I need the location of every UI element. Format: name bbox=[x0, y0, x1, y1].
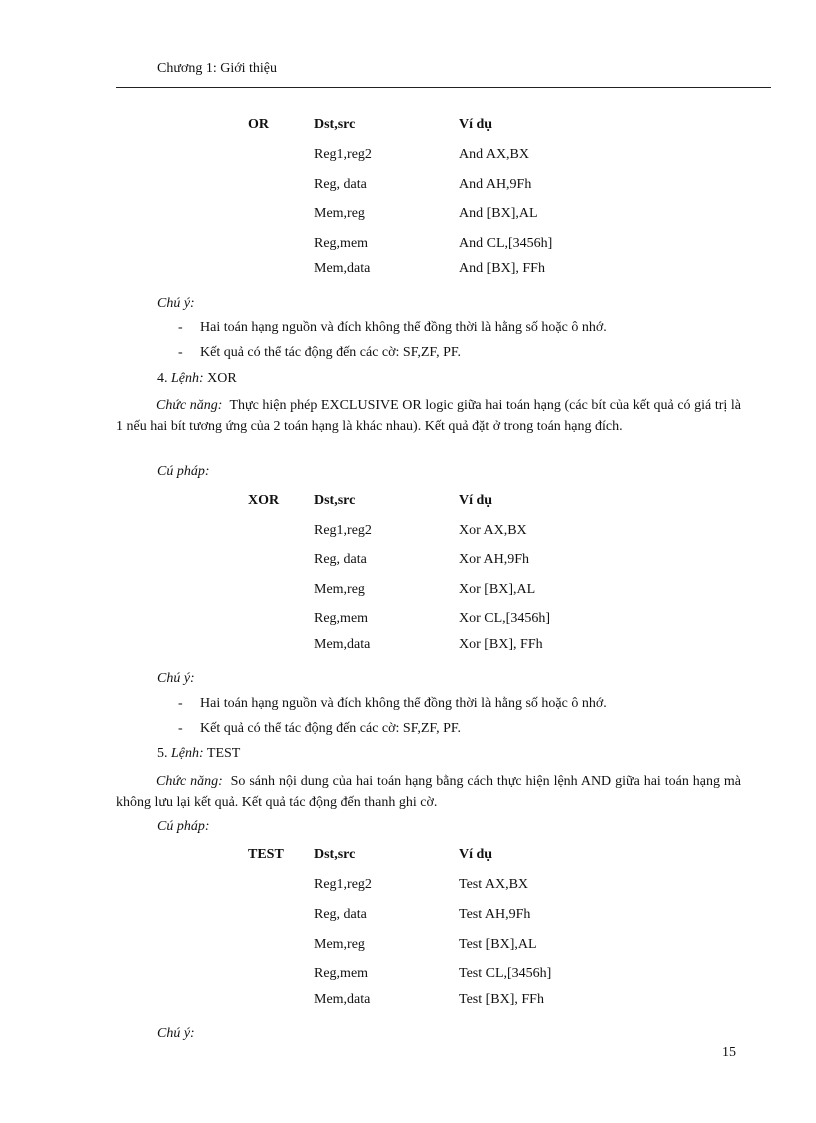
test-description bbox=[116, 771, 741, 813]
chuc-nang-label: Chức năng: bbox=[156, 774, 223, 789]
test-row-operands: Reg,mem bbox=[314, 966, 369, 981]
test-row-example: Test CL,[3456h] bbox=[459, 966, 552, 981]
or-row-operands: Mem,data bbox=[314, 261, 371, 276]
test-col-example: Ví dụ bbox=[459, 847, 493, 862]
bullet-dash: - bbox=[178, 721, 183, 736]
bullet-dash: - bbox=[178, 320, 183, 335]
xor-row-example: Xor AX,BX bbox=[459, 523, 527, 538]
section-heading-test bbox=[157, 746, 240, 762]
test-row-example: Test [BX],AL bbox=[459, 937, 537, 952]
test-row-operands: Mem,data bbox=[314, 992, 371, 1007]
xor-row-operands: Reg, data bbox=[314, 552, 367, 567]
chuc-nang-label: Chức năng: bbox=[156, 398, 223, 413]
xor-row-example: Xor [BX], FFh bbox=[459, 637, 543, 652]
note-label: Chú ý: bbox=[157, 671, 195, 686]
xor-row-operands: Reg1,reg2 bbox=[314, 523, 372, 538]
note-item: Kết quả có thể tác động đến các cờ: SF,ZF, PF. bbox=[200, 345, 462, 360]
page-number: 15 bbox=[722, 1045, 736, 1060]
or-row-operands: Reg, data bbox=[314, 177, 367, 192]
lenh-label: Lệnh: bbox=[171, 746, 204, 761]
or-row-example: And CL,[3456h] bbox=[459, 236, 553, 251]
test-row-operands: Reg, data bbox=[314, 907, 367, 922]
xor-row-example: Xor AH,9Fh bbox=[459, 552, 530, 567]
bullet-dash: - bbox=[178, 696, 183, 711]
note-item: Kết quả có thể tác động đến các cờ: SF,ZF, PF. bbox=[200, 721, 462, 736]
chuc-nang-text: So sánh nội dung của hai toán hạng bằng cách thực hiện lệnh AND giữa hai toán hạng mà không lưu lại kết quả. Kết quả tác động đến thanh ghi cờ. bbox=[116, 774, 742, 810]
chuc-nang-text: Thực hiện phép EXCLUSIVE OR logic giữa hai toán hạng (các bít của kết quả có giá trị là 1 nếu hai bít tương ứng của 2 toán hạng là khác nhau). Kết quả đặt ở trong toán hạng đích. bbox=[116, 398, 742, 434]
lenh-value: XOR bbox=[207, 371, 237, 386]
or-mnemonic: OR bbox=[248, 117, 269, 132]
chapter-header: Chương 1: Giới thiệu bbox=[157, 61, 278, 76]
test-row-example: Test AX,BX bbox=[459, 877, 529, 892]
cu-phap-label: Cú pháp: bbox=[157, 464, 210, 479]
lenh-label: Lệnh: bbox=[171, 371, 204, 386]
xor-row-operands: Mem,data bbox=[314, 637, 371, 652]
note-item: Hai toán hạng nguồn và đích không thể đồng thời là hằng số hoặc ô nhớ. bbox=[200, 320, 607, 335]
xor-col-example: Ví dụ bbox=[459, 493, 493, 508]
xor-mnemonic: XOR bbox=[248, 493, 280, 508]
test-row-operands: Reg1,reg2 bbox=[314, 877, 372, 892]
or-row-example: And [BX],AL bbox=[459, 206, 538, 221]
cu-phap-label: Cú pháp: bbox=[157, 819, 210, 834]
section-number: 4. bbox=[157, 371, 168, 386]
or-row-operands: Reg1,reg2 bbox=[314, 147, 372, 162]
header-divider bbox=[116, 87, 771, 88]
section-number: 5. bbox=[157, 746, 168, 761]
test-row-example: Test AH,9Fh bbox=[459, 907, 531, 922]
xor-row-example: Xor CL,[3456h] bbox=[459, 611, 550, 626]
test-row-operands: Mem,reg bbox=[314, 937, 365, 952]
or-row-operands: Reg,mem bbox=[314, 236, 369, 251]
test-mnemonic: TEST bbox=[248, 847, 284, 862]
or-row-example: And AX,BX bbox=[459, 147, 530, 162]
note-item: Hai toán hạng nguồn và đích không thể đồng thời là hằng số hoặc ô nhớ. bbox=[200, 696, 607, 711]
or-row-example: And AH,9Fh bbox=[459, 177, 532, 192]
xor-description bbox=[116, 395, 741, 437]
xor-row-operands: Mem,reg bbox=[314, 582, 365, 597]
test-col-operands: Dst,src bbox=[314, 847, 356, 862]
note-label: Chú ý: bbox=[157, 1026, 195, 1041]
or-col-example: Ví dụ bbox=[459, 117, 493, 132]
note-label: Chú ý: bbox=[157, 296, 195, 311]
or-row-example: And [BX], FFh bbox=[459, 261, 545, 276]
section-heading-xor bbox=[157, 371, 237, 387]
xor-col-operands: Dst,src bbox=[314, 493, 356, 508]
test-row-example: Test [BX], FFh bbox=[459, 992, 544, 1007]
xor-row-operands: Reg,mem bbox=[314, 611, 369, 626]
bullet-dash: - bbox=[178, 345, 183, 360]
or-col-operands: Dst,src bbox=[314, 117, 356, 132]
or-row-operands: Mem,reg bbox=[314, 206, 365, 221]
lenh-value: TEST bbox=[206, 746, 241, 761]
xor-row-example: Xor [BX],AL bbox=[459, 582, 536, 597]
